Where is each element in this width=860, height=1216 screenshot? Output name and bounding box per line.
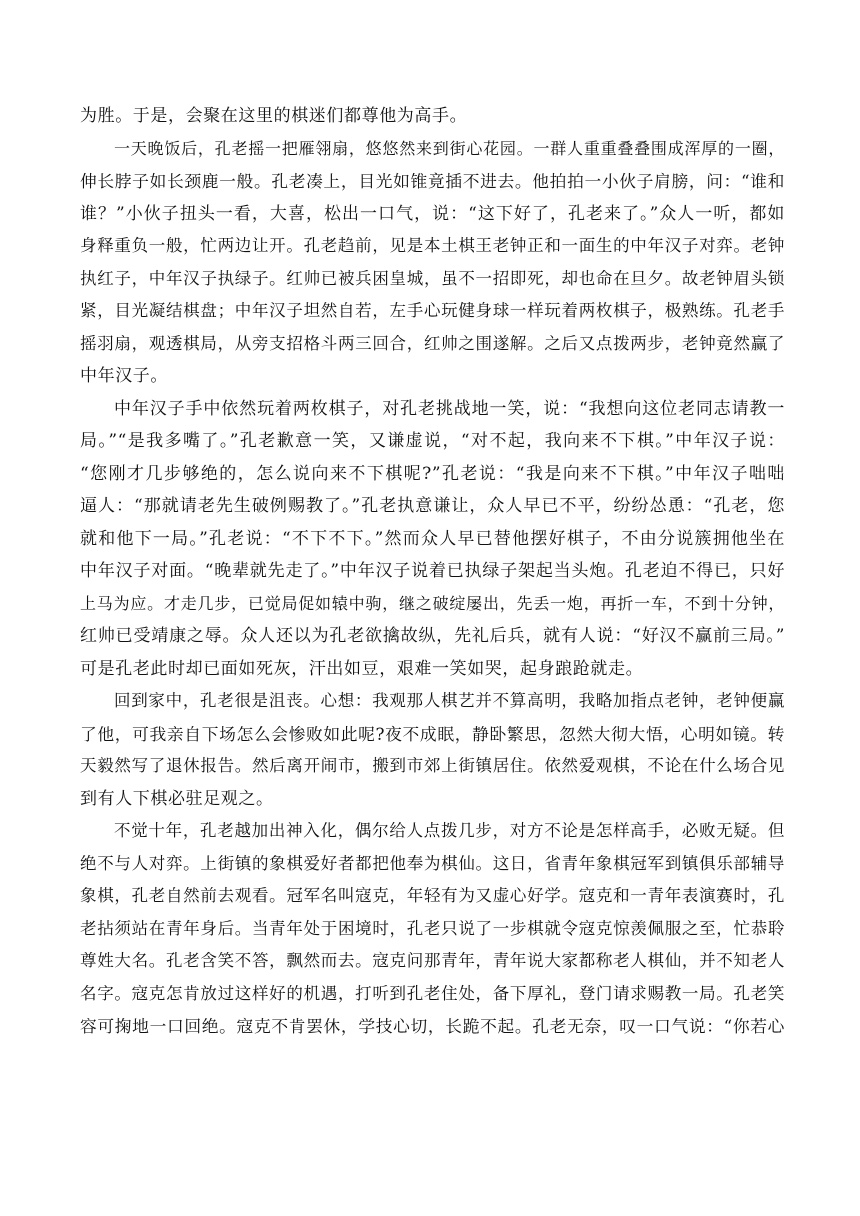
paragraph-2-line-5: 执红子，中年汉子执绿子。红帅已被兵困皇城，虽不一招即死，却也命在旦夕。故老钟眉头锁 (80, 268, 785, 288)
paragraph-4-line-4: 到有人下棋必驻足观之。 (80, 788, 274, 809)
paragraph-5-line-1: 不觉十年，孔老越加出神入化，偶尔给人点拨几步，对方不论是怎样高手，必败无疑。但 (114, 821, 785, 840)
paragraph-3-line-6: 中年汉子对面。“晚辈就先走了。”中年汉子说着已执绿子架起当头炮。孔老迫不得已，只好 (80, 561, 785, 581)
paragraph-2-line-7: 摇羽扇，观透棋局，从旁支招格斗两三回合，红帅之围遂解。之后又点拨两步，老钟竟然赢了 (80, 333, 785, 353)
paragraph-1-line-1: 为胜。于是，会聚在这里的棋迷们都尊他为高手。 (80, 106, 468, 126)
paragraph-5-line-6: 名字。寇克怎肯放过这样好的机遇，打听到孔老住处，备下厚礼，登门请求赐教一局。孔老笑 (80, 983, 785, 1003)
paragraph-2-line-3: 谁？”小伙子扭头一看，大喜，松出一口气，说：“这下好了，孔老来了。”众人一听，都如 (80, 203, 785, 224)
paragraph-5-line-5: 尊姓大名。孔老含笑不答，飘然而去。寇克问那青年，青年说大家都称老人棋仙，并不知老人 (80, 951, 785, 970)
paragraph-2-line-1: 一天晚饭后，孔老摇一把雁翎扇，悠悠然来到街心花园。一群人重重叠叠围成浑厚的一圈， (114, 138, 785, 158)
paragraph-5-line-7: 容可掬地一口回绝。寇克不肯罢休，学技心切，长跪不起。孔老无奈，叹一口气说：“你若心 (80, 1016, 785, 1036)
paragraph-2-line-4: 身释重负一般，忙两边让开。孔老趋前，见是本土棋王老钟正和一面生的中年汉子对弈。老钟 (80, 236, 785, 255)
paragraph-5-line-3: 象棋，孔老自然前去观看。冠军名叫寇克，年轻有为又虚心好学。寇克和一青年表演赛时，孔 (80, 886, 785, 905)
paragraph-3-line-1: 中年汉子手中依然玩着两枚棋子，对孔老挑战地一笑，说：“我想向这位老同志请教一 (114, 398, 785, 419)
paragraph-3-line-9: 可是孔老此时却已面如死灰，汗出如豆，艰难一笑如哭，起身踉跄就走。 (80, 658, 644, 679)
paragraph-2-line-2: 伸长脖子如长颈鹿一般。孔老凑上，目光如锥竟插不进去。他拍拍一小伙子肩膀，问：“谁和 (80, 171, 785, 191)
paragraph-2-line-8: 中年汉子。 (80, 366, 168, 386)
paragraph-4-line-1: 回到家中，孔老很是沮丧。心想：我观那人棋艺并不算高明，我略加指点老钟，老钟便赢 (114, 691, 785, 710)
paragraph-2-line-6: 紧，目光凝结棋盘；中年汉子坦然自若，左手心玩健身球一样玩着两枚棋子，极熟练。孔老手 (80, 301, 785, 320)
paragraph-3-line-8: 红帅已受靖康之辱。众人还以为孔老欲擒故纵，先礼后兵，就有人说：“好汉不赢前三局。” (80, 626, 785, 646)
paragraph-3-line-7: 上马为应。才走几步，已觉局促如辕中驹，继之破绽屡出，先丢一炮，再折一车，不到十分钟， (80, 593, 785, 613)
paragraph-3-line-3: “您刚才几步够绝的，怎么说向来不下棋呢?”孔老说：“我是向来不下棋。”中年汉子咄咄 (80, 463, 785, 484)
paragraph-3-line-4: 逼人：“那就请老先生破例赐教了。”孔老执意谦让，众人早已不平，纷纷怂恿：“孔老，您 (80, 496, 785, 516)
paragraph-4-line-3: 天毅然写了退休报告。然后离开闹市，搬到市郊上街镇居住。依然爱观棋，不论在什么场合见 (80, 756, 785, 775)
article-body (80, 100, 785, 1043)
paragraph-3-line-2: 局。”“是我多嘴了。”孔老歉意一笑，又谦虚说，“对不起，我向来不下棋。”中年汉子说： (80, 431, 785, 451)
paragraph-5-line-2: 绝不与人对弈。上街镇的象棋爱好者都把他奉为棋仙。这日，省青年象棋冠军到镇俱乐部辅导 (80, 853, 785, 873)
paragraph-4-line-2: 了他，可我亲自下场怎么会惨败如此呢?夜不成眠，静卧繁思，忽然大彻大悟，心明如镜。转 (80, 723, 785, 744)
paragraph-5-line-4: 老拈须站在青年身后。当青年处于困境时，孔老只说了一步棋就令寇克惊羡佩服之至，忙恭聆 (80, 918, 785, 938)
paragraph-3-line-5: 就和他下一局。”孔老说：“不下不下。”然而众人早已替他摆好棋子，不由分说簇拥他坐在 (80, 528, 785, 549)
